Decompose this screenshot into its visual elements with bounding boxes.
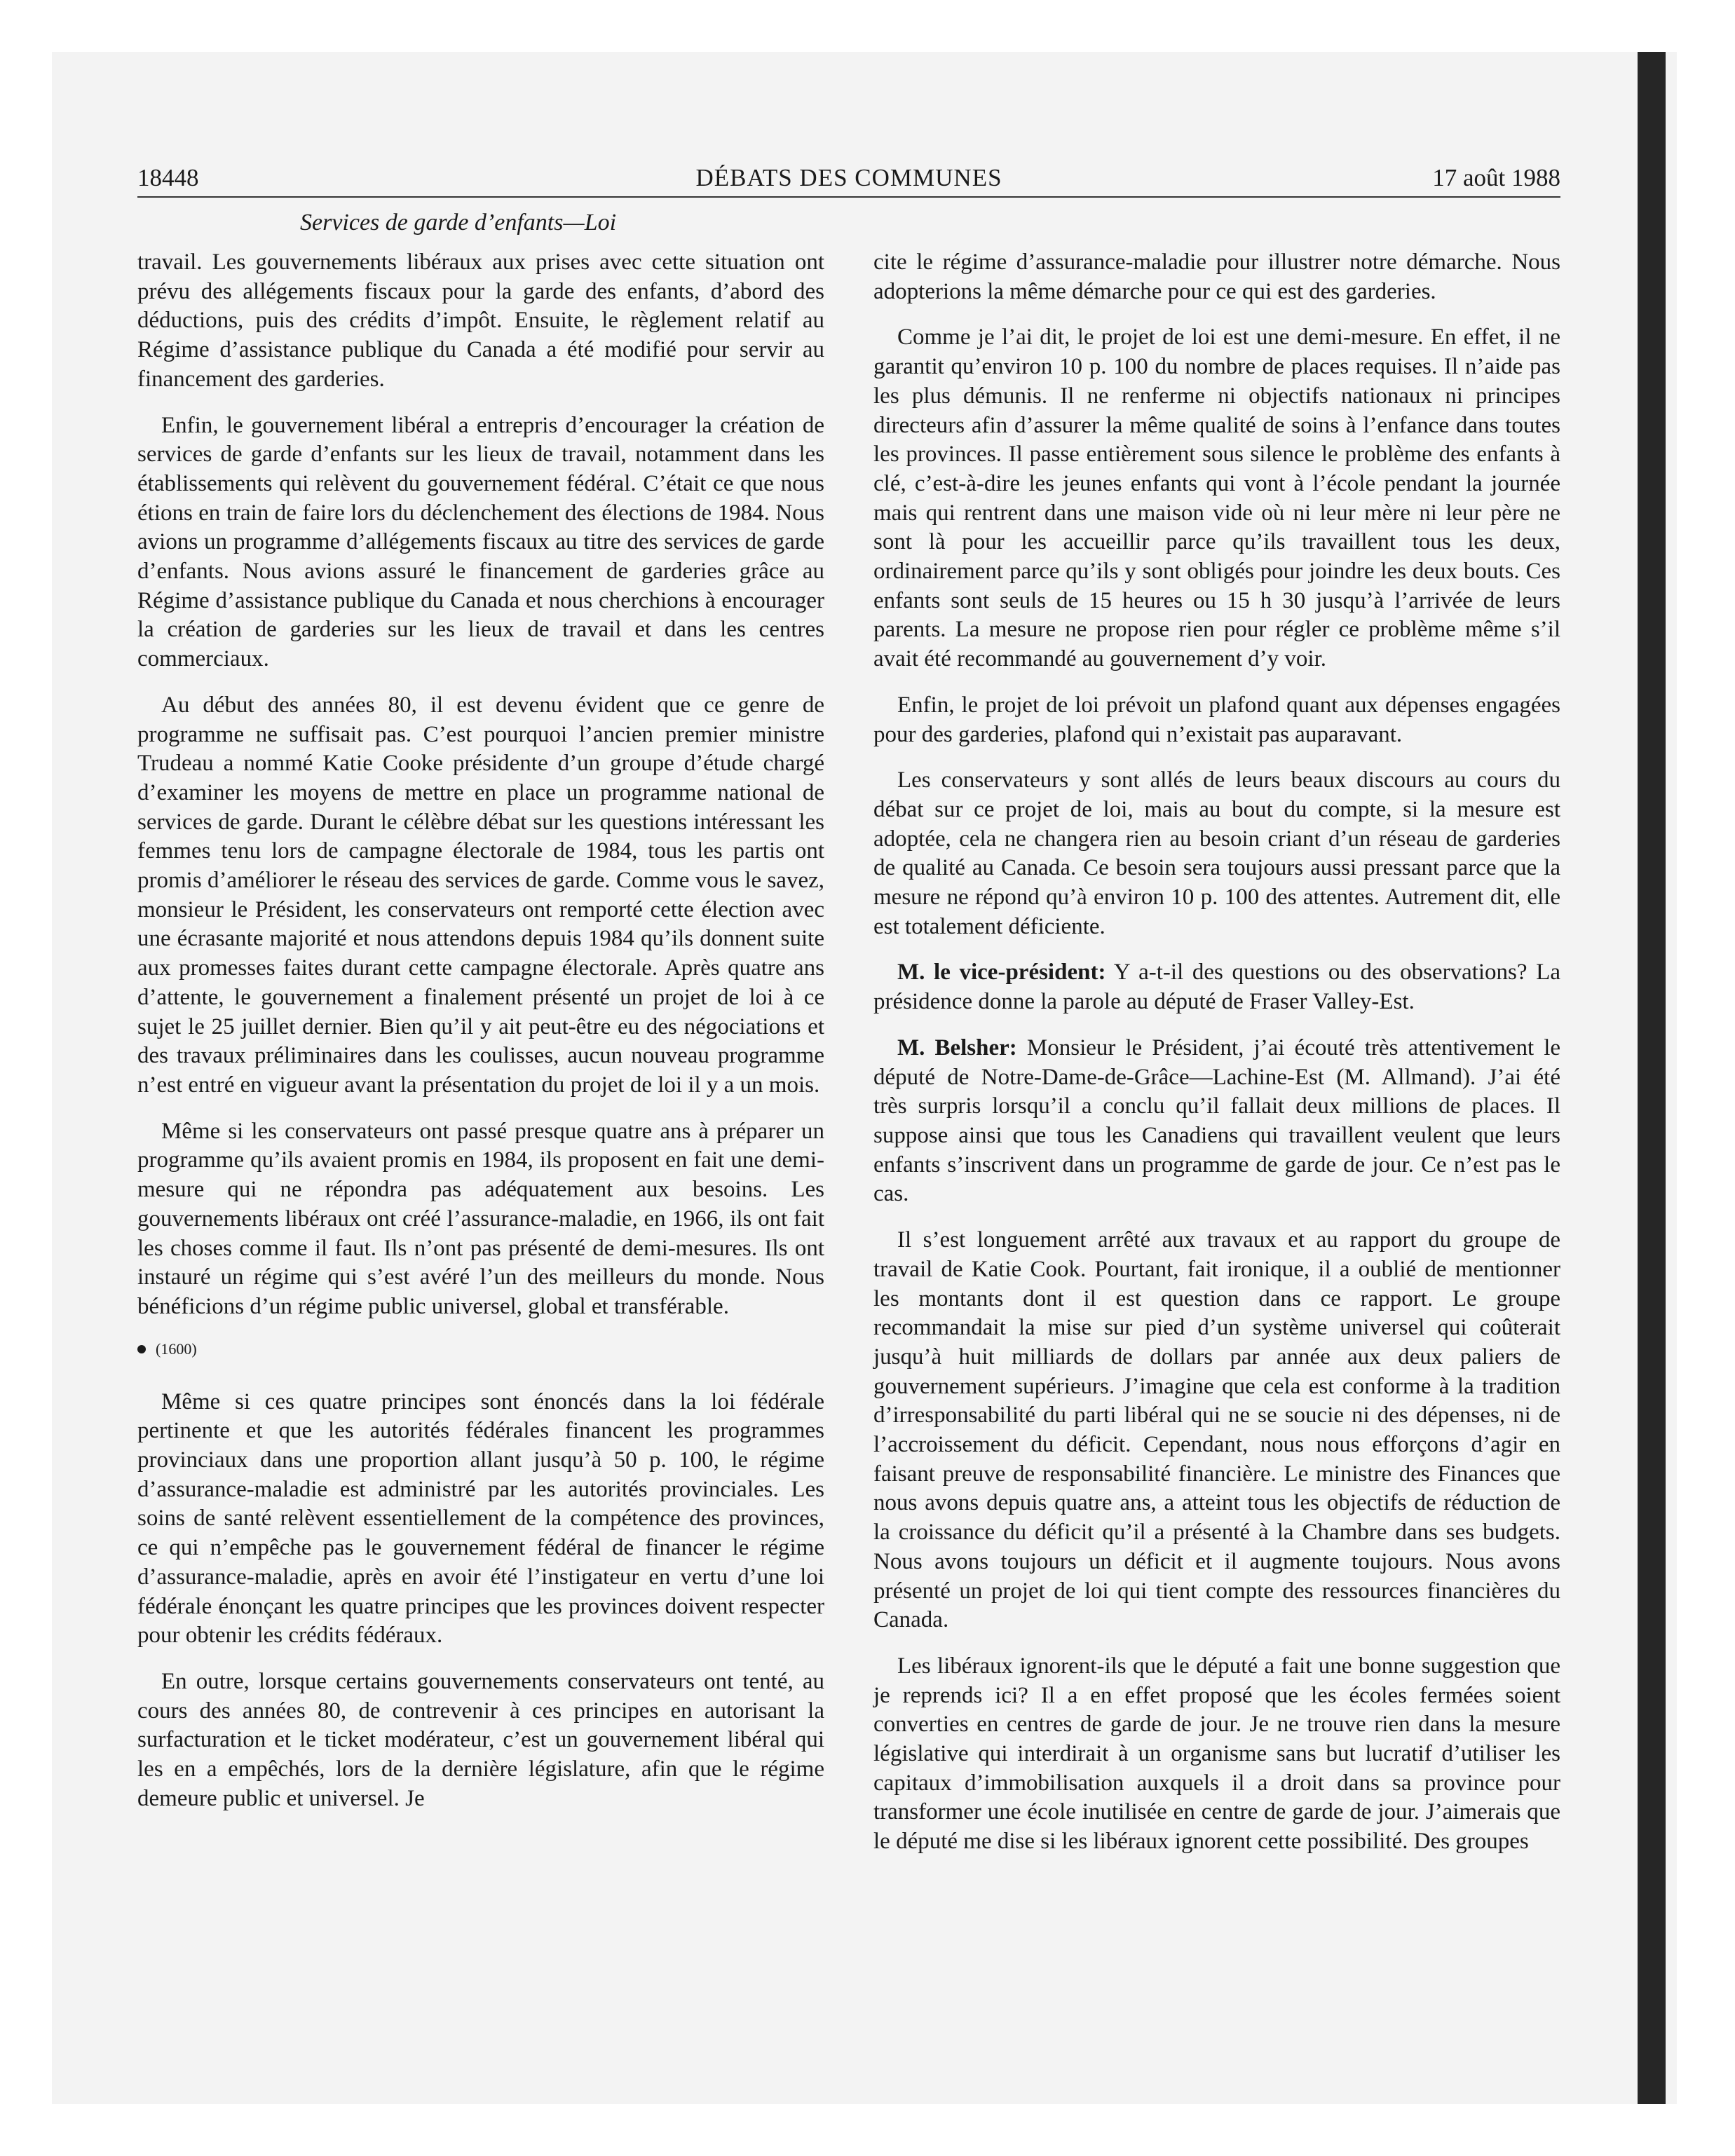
speaker-paragraph: [873, 1034, 1560, 1209]
paragraph: Enfin, le gouvernement libéral a entrepris d’encourager la création de services de garde d’enfants sur les lieux de travail, notamment dans les établissements qui relèvent du gouvernement fédéral. C’était ce que nous étions en train de faire lors du déclenchement des élections de 1984. Nous avions un programme d’allégements fiscaux au titre des services de garde d’enfants. Nous avions assuré le financement de garderies grâce au Régime d’assistance publique du Canada et nous cherchions à encourager la création de garderies sur les lieux de travail et dans les centres commerciaux.: [137, 412, 824, 672]
speaker-name: M. Belsher:: [897, 1035, 1017, 1060]
speech-text: Y a-t-il des questions ou des observations? La présidence donne la parole au député de Fraser Valley-Est.: [873, 960, 1560, 1015]
time-marker-label: (1600): [156, 1339, 197, 1358]
speaker-name: M. le vice-président:: [897, 960, 1106, 985]
paragraph: Il s’est longuement arrêté aux travaux et au rapport du groupe de travail de Katie Cook. Pourtant, fait ironique, il a oublié de mentionner les montants dont il est question dans ce rapport. Le groupe recommandait la mise sur pied d’un système universel qui coûterait jusqu’à huit milliards de dollars par année aux deux paliers de gouvernement supérieurs. J’imagine que cela est conforme à la tradition d’irresponsabilité du parti libéral qui ne se soucie ni des dépenses, ni de l’accroissement du déficit. Cependant, nous nous efforçons d’agir en faisant preuve de responsabilité financière. Le ministre des Finances que nous avons depuis quatre ans, a atteint tous les objectifs de réduction de la croissance du déficit qu’il a présenté à la Chambre dans ses budgets. Nous avons toujours un déficit et il augmente toujours. Nous avons présenté un projet de loi qui tient compte des ressources financières du Canada.: [873, 1227, 1560, 1633]
journal-title: DÉBATS DES COMMUNES: [695, 164, 1002, 191]
left-column: [137, 248, 824, 1813]
speech-text: Monsieur le Président, j’ai écouté très attentivement le député de Notre-Dame-de-Grâce—Lachine-Est (M. Allmand). J’ai été très surpris lorsqu’il a conclu qu’il fallait deux millions de places. Il suppose ainsi que tous les Canadiens qui travaillent veulent que leurs enfants s’inscrivent dans un programme de garde de jour. Ce n’est pas le cas.: [873, 1035, 1561, 1207]
paragraph: Enfin, le projet de loi prévoit un plafond quant aux dépenses engagées pour des garderies, plafond qui n’existait pas auparavant.: [873, 692, 1560, 747]
header-date: 17 août 1988: [1432, 164, 1560, 191]
scan-dark-edge: [1638, 52, 1666, 2104]
speaker-paragraph: [873, 958, 1560, 1016]
paragraph: Même si les conservateurs ont passé presque quatre ans à préparer un programme qu’ils avaient promis en 1984, ils proposent en fait une demi-mesure qui ne répondra pas adéquatement aux besoins. Les gouvernements libéraux ont créé l’assurance-maladie, en 1966, ils ont fait les choses comme il faut. Ils n’ont pas présenté de demi-mesures. Ils ont instauré un régime qui s’est avéré l’un des meilleurs du monde. Nous bénéficions d’un régime public universel, global et transférable.: [137, 1118, 824, 1319]
paragraph: Les conservateurs y sont allés de leurs beaux discours au cours du débat sur ce projet de loi, mais au bout du compte, si la mesure est adoptée, cela ne changera rien au besoin criant d’un réseau de garderies de qualité au Canada. Ce besoin sera toujours aussi pressant parce que la mesure ne répond qu’à environ 10 p. 100 des attentes. Autrement dit, elle est totalement déficiente.: [873, 767, 1560, 939]
right-column: [873, 248, 1560, 1857]
bullet-icon: [137, 1345, 146, 1353]
running-title: Services de garde d’enfants—Loi: [300, 210, 617, 236]
paragraph: cite le régime d’assurance-maladie pour illustrer notre démarche. Nous adopterions la même démarche pour ce qui est des garderies.: [873, 250, 1560, 304]
paragraph: Au début des années 80, il est devenu évident que ce genre de programme ne suffisait pas. C’est pourquoi l’ancien premier ministre Trudeau a nommé Katie Cooke présidente d’un groupe d’étude chargé d’examiner les moyens de mettre en place un programme national de services de garde. Durant le célèbre débat sur les questions intéressant les femmes tenu lors de campagne électorale de 1984, tous les partis ont promis d’améliorer le réseau des services de garde. Comme vous le savez, monsieur le Président, les conservateurs ont remporté cette élection avec une écrasante majorité et nous attendons depuis 1984 qu’ils donnent suite aux promesses faites durant cette campagne électorale. Après quatre ans d’attente, le gouvernement a finalement présenté un projet de loi à ce sujet le 25 juillet dernier. Bien qu’il y ait peut-être eu des négociations et des travaux préliminaires dans les coulisses, aucun nouveau programme n’est entré en vigueur avant la présentation du projet de loi il y a un mois.: [137, 692, 824, 1098]
page-number: 18448: [137, 164, 199, 191]
time-marker: [137, 1339, 824, 1360]
paragraph: Même si ces quatre principes sont énoncés dans la loi fédérale pertinente et que les autorités fédérales financent les programmes provinciaux dans une proportion allant jusqu’à 50 p. 100, le régime d’assurance-maladie est administré par les autorités provinciales. Les soins de santé relèvent essentiellement de la compétence des provinces, ce qui n’empêche pas le gouvernement fédéral de financer le régime d’assurance-maladie, après en avoir été l’instigateur en vertu d’une loi fédérale énonçant les quatre principes que les provinces doivent respecter pour obtenir les crédits fédéraux.: [137, 1389, 824, 1649]
paragraph: Les libéraux ignorent-ils que le député a fait une bonne suggestion que je reprends ici? Il a en effet proposé que les écoles fermées soient converties en centres de garde de jour. Je ne trouve rien dans la mesure législative qui interdirait à un organisme sans but lucratif d’utiliser les capitaux d’immobilisation auxquels il a droit dans sa province pour transformer une école inutilisée en centre de garde de jour. J’aimerais que le député me dise si les libéraux ignorent cette possibilité. Des groupes: [873, 1653, 1560, 1855]
page-header: [137, 160, 1560, 198]
paragraph: travail. Les gouvernements libéraux aux prises avec cette situation ont prévu des allégements fiscaux pour la garde des enfants, d’abord des déductions, puis des crédits d’impôt. Ensuite, le règlement relatif au Régime d’assistance publique du Canada a été modifié pour servir au financement des garderies.: [137, 250, 824, 392]
paragraph: En outre, lorsque certains gouvernements conservateurs ont tenté, au cours des années 80, de contrevenir à ces principes en autorisant la surfacturation et le ticket modérateur, c’est un gouvernement libéral qui les en a empêchés, lors de la dernière législature, afin que le régime demeure public et universel. Je: [137, 1668, 824, 1811]
paragraph: Comme je l’ai dit, le projet de loi est une demi-mesure. En effet, il ne garantit qu’environ 10 p. 100 du nombre de places requises. Il n’aide pas les plus démunis. Il ne renferme ni objectifs nationaux ni principes directeurs afin d’assurer la même qualité de soins à l’enfance dans toutes les provinces. Il passe entièrement sous silence le problème des enfants à clé, c’est-à-dire les jeunes enfants qui vont à l’école pendant la journée mais qui rentrent dans une maison vide où ni leur mère ni leur père ne sont là pour les accueillir parce qu’ils travaillent tous les deux, ordinairement parce qu’ils y sont obligés pour joindre les deux bouts. Ces enfants sont seuls de 15 heures ou 15 h 30 jusqu’à l’arrivée de leurs parents. La mesure ne propose rien pour régler ce problème même s’il avait été recommandé au gouvernement d’y voir.: [873, 325, 1560, 672]
